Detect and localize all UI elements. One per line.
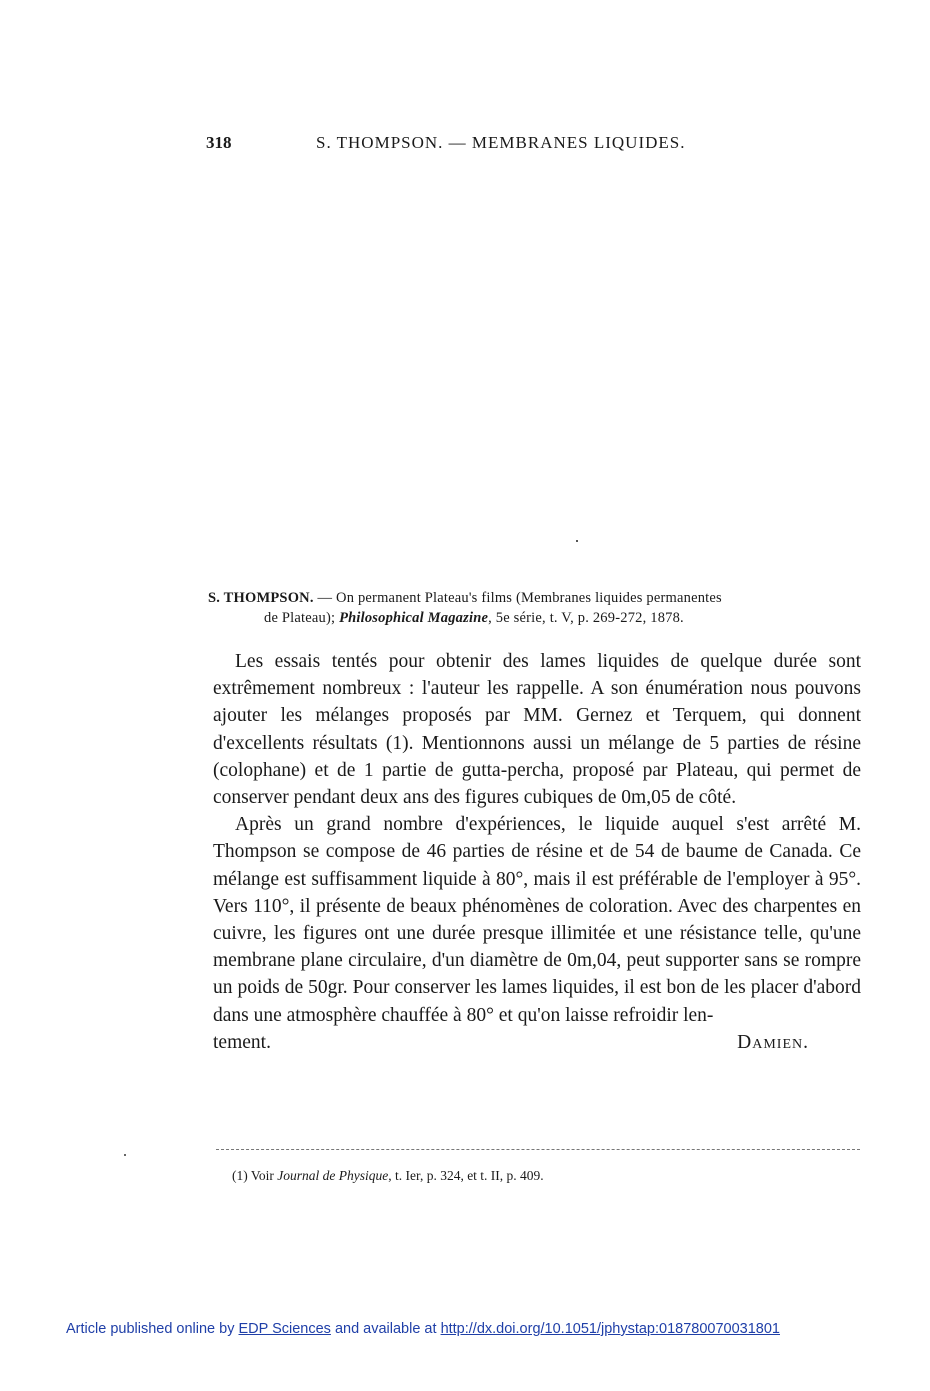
article-body bbox=[213, 648, 861, 1056]
footnote-prefix: (1) Voir bbox=[232, 1168, 278, 1183]
closing-line bbox=[213, 1029, 861, 1056]
body-paragraph-2: Après un grand nombre d'expériences, le liquide auquel s'est arrêté M. Thompson se compose de 46 parties de résine et de 54 de baume de Canada. Ce mélange est suffisamment liquide à 80°, mais il est préférable de l'employer à 95°. Vers 110°, il présente de beaux phénomènes de coloration. Avec des charpentes en cuivre, les figures ont une durée presque illimitée et une résistance telle, qu'une membrane plane circulaire, d'un diamètre de 0m,04, peut supporter sans se rompre un poids de 50gr. Pour conserver les lames liquides, il est bon de les placer d'abord dans une atmosphère chauffée à 80° et qu'on laisse refroidir len- bbox=[213, 814, 861, 1026]
running-title: S. THOMPSON. — MEMBRANES LIQUIDES. bbox=[316, 133, 686, 152]
author-signature: Damien. bbox=[737, 1031, 809, 1053]
citation-title: — On permanent Plateau's films (Membranes liquides permanentes bbox=[313, 590, 722, 606]
publisher-notice bbox=[66, 1321, 780, 1337]
publisher-prefix: Article published online by bbox=[66, 1321, 239, 1337]
bibliographic-citation bbox=[208, 588, 858, 628]
citation-title-continued: de Plateau); bbox=[264, 610, 336, 626]
publisher-middle: and available at bbox=[330, 1321, 441, 1337]
page-number: 318 bbox=[206, 133, 232, 152]
citation-line-2 bbox=[208, 608, 858, 628]
footnote-separator bbox=[216, 1149, 860, 1150]
edp-sciences-link[interactable]: EDP Sciences bbox=[238, 1321, 331, 1337]
doi-link[interactable]: http://dx.doi.org/10.1051/jphystap:018780070031801 bbox=[440, 1321, 780, 1337]
body-paragraph-1: Les essais tentés pour obtenir des lames liquides de quelque durée sont extrêmement nombreux : l'auteur les rappelle. A son énumération nous pouvons ajouter les mélanges proposés par MM. Gernez et Terquem, qui donnent d'excellents résultats (1). Mentionnons aussi un mélange de 5 parties de résine (colophane) et de 1 partie de gutta-percha, proposé par Plateau, qui permet de conserver pendant deux ans des figures cubiques de 0m,05 de côté. bbox=[213, 651, 861, 809]
margin-mark bbox=[124, 1154, 126, 1156]
footnote bbox=[232, 1167, 544, 1185]
citation-journal: Philosophical Magazine bbox=[339, 610, 489, 626]
footnote-details: , t. Ier, p. 324, et t. II, p. 409. bbox=[388, 1168, 544, 1183]
footnote-journal: Journal de Physique bbox=[277, 1168, 389, 1183]
citation-author: S. THOMPSON. bbox=[208, 590, 314, 606]
citation-line-1 bbox=[208, 588, 858, 608]
scan-speck bbox=[576, 540, 578, 542]
closing-text: tement. bbox=[213, 1031, 271, 1053]
citation-details: , 5e série, t. V, p. 269-272, 1878. bbox=[488, 610, 684, 626]
running-header bbox=[206, 133, 762, 153]
